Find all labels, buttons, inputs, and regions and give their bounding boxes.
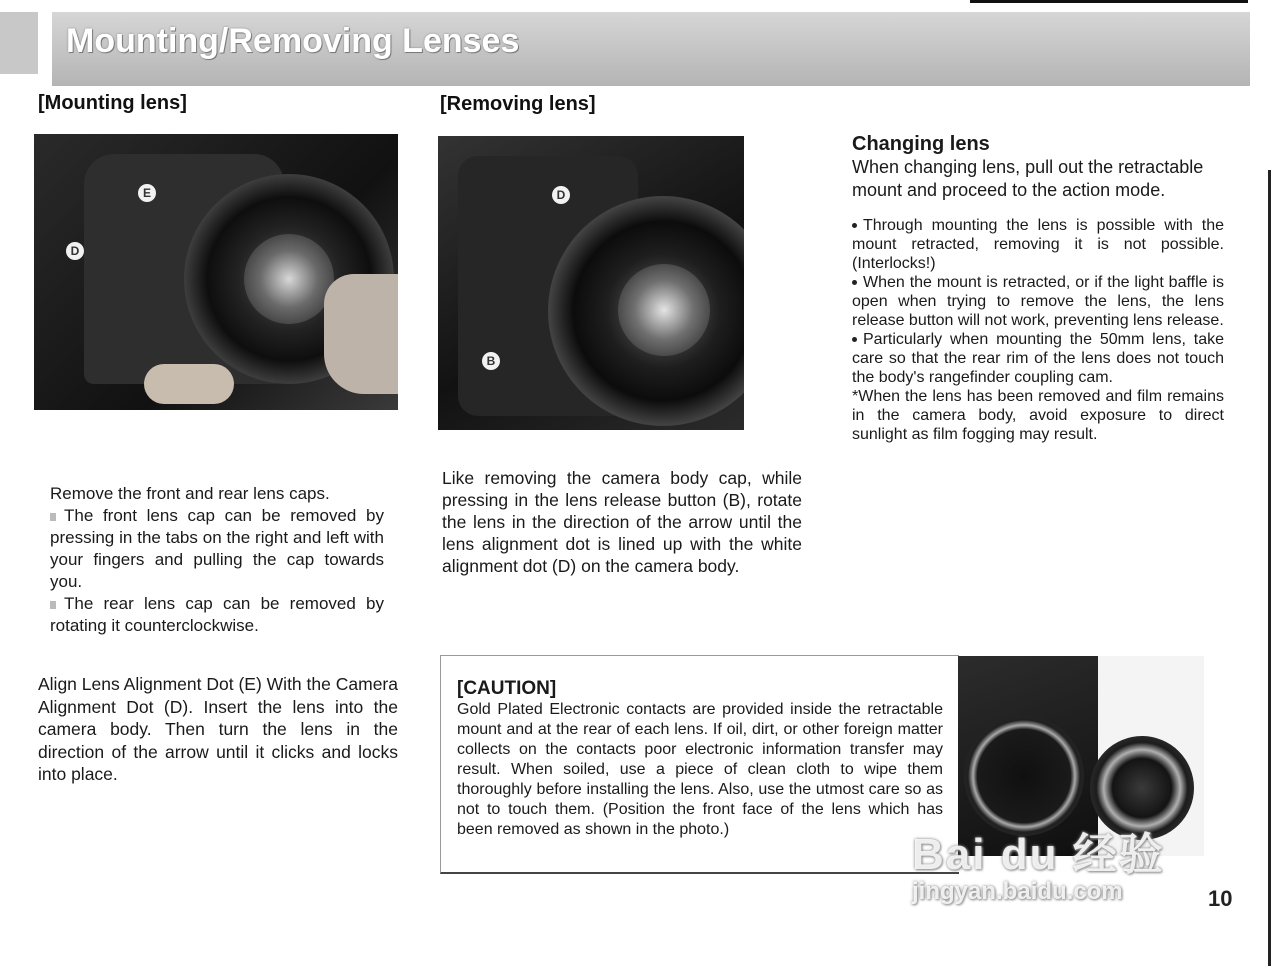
bullet-icon xyxy=(852,223,857,228)
removing-photo xyxy=(438,136,744,430)
callout-d: D xyxy=(66,242,84,260)
section-tab xyxy=(0,12,38,74)
release-button-note: When the mount is retracted, or if the light baffle is open when trying to remove the lens, the lens release button will not work, preventing lens release. xyxy=(852,274,1224,329)
caps-intro: Remove the front and rear lens caps. xyxy=(50,484,330,503)
top-rule xyxy=(970,0,1248,3)
changing-heading: Changing lens xyxy=(852,133,990,155)
changing-lens-section xyxy=(852,133,1224,444)
caution-text: Gold Plated Electronic contacts are provided inside the retractable mount and at the rear of each lens. If oil, dirt, or other foreign matter collects on the contacts poor electronic information transfer may result. When soiled, use a piece of clean cloth to wipe them thoroughly before installing the lens. Also, use the utmost care so as not to touch them. (Position the front face of the lens which has been removed as shown in the photo.) xyxy=(457,701,943,838)
lens-contacts-photo xyxy=(958,656,1204,856)
bullet-icon xyxy=(50,513,56,521)
changing-intro: When changing lens, pull out the retractable mount and proceed to the action mode. xyxy=(852,157,1204,200)
caution-box xyxy=(440,655,959,874)
interlock-note: Through mounting the lens is possible with the mount retracted, removing it is not possible. (Interlocks!) xyxy=(852,217,1224,272)
mounting-heading: [Mounting lens] xyxy=(38,92,187,114)
film-exposure-note: *When the lens has been removed and film remains in the camera body, avoid exposure to direct sunlight as film fogging may result. xyxy=(852,388,1224,443)
caps-rear-note: The rear lens cap can be removed by rotating it counterclockwise. xyxy=(50,594,384,635)
right-margin-rule xyxy=(1268,170,1271,966)
callout-b: B xyxy=(482,352,500,370)
page-number: 10 xyxy=(1208,886,1233,911)
alignment-instructions: Align Lens Alignment Dot (E) With the Camera Alignment Dot (D). Insert the lens into the camera body. Then turn the lens in the direction of the arrow until it clicks and locks into place. xyxy=(38,674,398,784)
callout-d: D xyxy=(552,186,570,204)
removing-instructions: Like removing the camera body cap, while pressing in the lens release button (B), rotate the lens in the direction of the arrow until the lens alignment dot is lined up with the white alignment dot (D) on the camera body. xyxy=(442,468,802,576)
lens-caps-instructions xyxy=(50,483,384,637)
watermark-url: jingyan.baidu.com xyxy=(912,878,1123,905)
caps-front-note: The front lens cap can be removed by pressing in the tabs on the right and left with your fingers and pulling the cap towards you. xyxy=(50,506,384,591)
mounting-photo xyxy=(34,134,398,410)
page-title: Mounting/Removing Lenses xyxy=(66,22,520,60)
title-banner xyxy=(52,12,1250,86)
bullet-icon xyxy=(50,601,56,609)
50mm-lens-note: Particularly when mounting the 50mm lens, take care so that the rear rim of the lens does not touch the body's rangefinder coupling cam. xyxy=(852,331,1224,386)
bullet-icon xyxy=(852,280,857,285)
watermark-brand: Bai du 经验 xyxy=(912,830,1165,879)
removing-heading: [Removing lens] xyxy=(440,93,596,115)
caution-heading: [CAUTION] xyxy=(457,678,557,699)
callout-e: E xyxy=(138,184,156,202)
bullet-icon xyxy=(852,337,857,342)
